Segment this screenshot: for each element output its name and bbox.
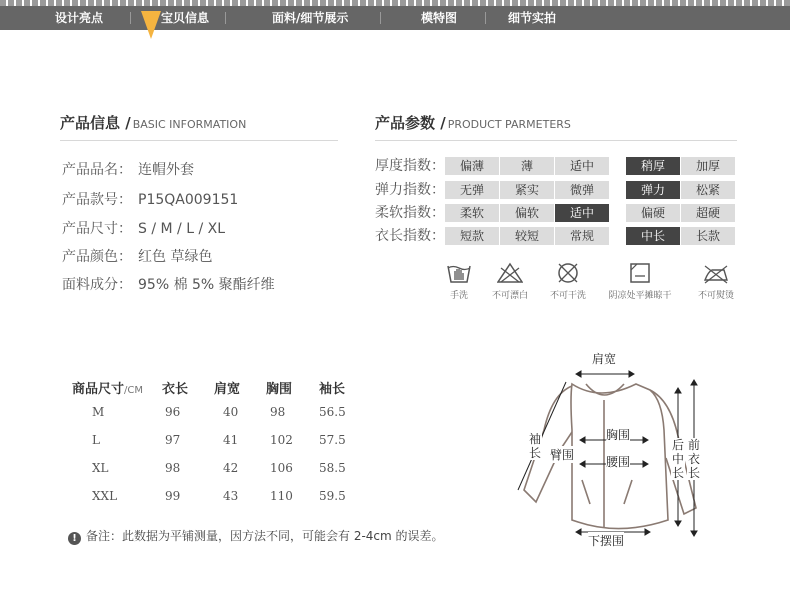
param-cell: 微弹: [555, 181, 609, 199]
param-cell: 加厚: [681, 157, 735, 175]
nav-design-highlights[interactable]: 设计亮点: [55, 11, 104, 25]
diagram-label-hem: 下摆围: [588, 534, 625, 548]
diagram-label-shoulder: 肩宽: [592, 352, 617, 366]
size-table-header-chest: 胸围: [266, 382, 293, 397]
care-label: 手洗: [449, 291, 468, 301]
size-table-cell: 56.5: [319, 405, 346, 419]
size-table-cell: 43: [223, 489, 239, 503]
info-row-sizes: [62, 218, 225, 238]
params-subtitle: PRODUCT PARMETERS: [447, 118, 571, 131]
param-label: 弹力指数：: [375, 182, 445, 198]
nav-divider: [225, 12, 226, 24]
info-label: 产品品名：: [62, 162, 132, 178]
param-cell: 偏软: [500, 204, 554, 222]
hand-wash-icon: [446, 262, 472, 284]
param-cell: 超硬: [681, 204, 735, 222]
param-cell: 适中: [555, 157, 609, 175]
info-label: 产品颜色：: [62, 249, 132, 265]
diagram-label-back-length: 后中长: [671, 438, 684, 480]
care-label: 阴凉处平摊晾干: [608, 291, 672, 301]
nav-divider: [485, 12, 486, 24]
size-table-cell: 110: [270, 489, 293, 503]
size-table-header-size: [72, 378, 143, 397]
info-row-style-no: [62, 189, 238, 209]
info-value: 连帽外套: [138, 162, 194, 178]
nav-model-photos[interactable]: 模特图: [421, 11, 458, 25]
size-table-cell: 98: [165, 461, 181, 475]
param-cell: 紧实: [500, 181, 554, 199]
param-cell-selected: 中长: [626, 227, 680, 245]
flat-dry-shade-icon: [627, 262, 653, 284]
diagram-label-arm: 臂围: [550, 448, 575, 462]
no-bleach-icon: [497, 262, 523, 284]
top-nav: [0, 6, 790, 30]
param-label: 柔软指数：: [375, 205, 445, 221]
params-divider: [375, 140, 737, 141]
size-table-header-shoulder: 肩宽: [214, 382, 241, 397]
measurement-diagram: [500, 340, 740, 554]
param-cell: 较短: [500, 227, 554, 245]
size-table-cell: 99: [165, 489, 181, 503]
size-table-cell: 40: [223, 405, 239, 419]
care-no-iron: [676, 262, 756, 301]
size-table-cell: 106: [270, 461, 293, 475]
diagram-label-sleeve: 袖长: [528, 432, 541, 460]
size-table-cell: 96: [165, 405, 181, 419]
param-cell-selected: 弹力: [626, 181, 680, 199]
size-table-cell: 58.5: [319, 461, 346, 475]
care-label: 不可熨烫: [697, 291, 734, 301]
size-table-cell: 41: [223, 433, 239, 447]
param-cell: 偏硬: [626, 204, 680, 222]
param-label: 厚度指数：: [375, 158, 445, 174]
measurement-note: [68, 527, 444, 545]
param-cell: 无弹: [445, 181, 499, 199]
care-flat-dry: [600, 262, 680, 301]
param-cell: 薄: [500, 157, 554, 175]
param-cell-selected: 适中: [555, 204, 609, 222]
diagram-label-front-length: 前衣长: [687, 438, 700, 480]
no-dry-clean-icon: [555, 262, 581, 284]
size-table-cell: 59.5: [319, 489, 346, 503]
diagram-label-waist: 腰围: [606, 455, 631, 469]
active-nav-marker: [141, 11, 161, 39]
info-row-colors: [62, 246, 212, 266]
info-value: 红色 草绿色: [138, 249, 213, 265]
diagram-label-chest: 胸围: [606, 428, 631, 442]
care-label: 不可干洗: [549, 291, 586, 301]
nav-fabric-details[interactable]: 面料/细节展示: [272, 11, 349, 25]
nav-divider: [380, 12, 381, 24]
size-table-header-sleeve: 袖长: [319, 382, 346, 397]
size-table-size: XXL: [92, 489, 118, 503]
size-table-cell: 98: [270, 405, 286, 419]
care-label: 不可漂白: [491, 291, 528, 301]
size-table-size: L: [92, 433, 100, 447]
size-table-cell: 102: [270, 433, 293, 447]
info-value: 95% 棉 5% 聚酯纤维: [138, 277, 275, 293]
size-table-size: M: [92, 405, 105, 419]
warning-icon: !: [68, 532, 81, 545]
care-no-dry-clean: [528, 262, 608, 301]
size-table-cell: 42: [223, 461, 239, 475]
nav-divider: [130, 12, 131, 24]
no-iron-icon: [702, 262, 730, 284]
param-cell: 柔软: [445, 204, 499, 222]
param-cell: 偏薄: [445, 157, 499, 175]
size-table-cell: 57.5: [319, 433, 346, 447]
param-cell: 松紧: [681, 181, 735, 199]
param-cell: 长款: [681, 227, 735, 245]
params-title-text: 产品参数 /: [375, 114, 446, 132]
size-table-cell: 97: [165, 433, 181, 447]
info-value: P15QA009151: [138, 192, 239, 208]
nav-detail-photos[interactable]: 细节实拍: [508, 11, 557, 25]
param-cell-selected: 稍厚: [626, 157, 680, 175]
size-header-unit: /CM: [124, 385, 143, 396]
size-table-size: XL: [92, 461, 109, 475]
param-cell: 常规: [555, 227, 609, 245]
param-label: 衣长指数：: [375, 228, 445, 244]
info-label: 面料成分：: [62, 277, 132, 293]
basic-info-subtitle: BASIC INFORMATION: [132, 118, 247, 131]
basic-info-divider: [60, 140, 338, 141]
params-title: [375, 112, 571, 133]
size-header-label: 商品尺寸: [72, 382, 125, 397]
size-table-header-length: 衣长: [162, 382, 189, 397]
basic-info-title: [60, 112, 246, 133]
basic-info-title-text: 产品信息 /: [60, 114, 131, 132]
info-label: 产品款号：: [62, 192, 132, 208]
note-text: 备注：此数据为平铺测量，因方法不同，可能会有 2-4cm 的误差。: [86, 529, 444, 543]
info-row-fabric: [62, 274, 275, 294]
param-cell: 短款: [445, 227, 499, 245]
info-value: S / M / L / XL: [138, 221, 226, 237]
info-row-name: [62, 159, 194, 179]
info-label: 产品尺寸：: [62, 221, 132, 237]
nav-product-info[interactable]: 宝贝信息: [161, 11, 210, 25]
